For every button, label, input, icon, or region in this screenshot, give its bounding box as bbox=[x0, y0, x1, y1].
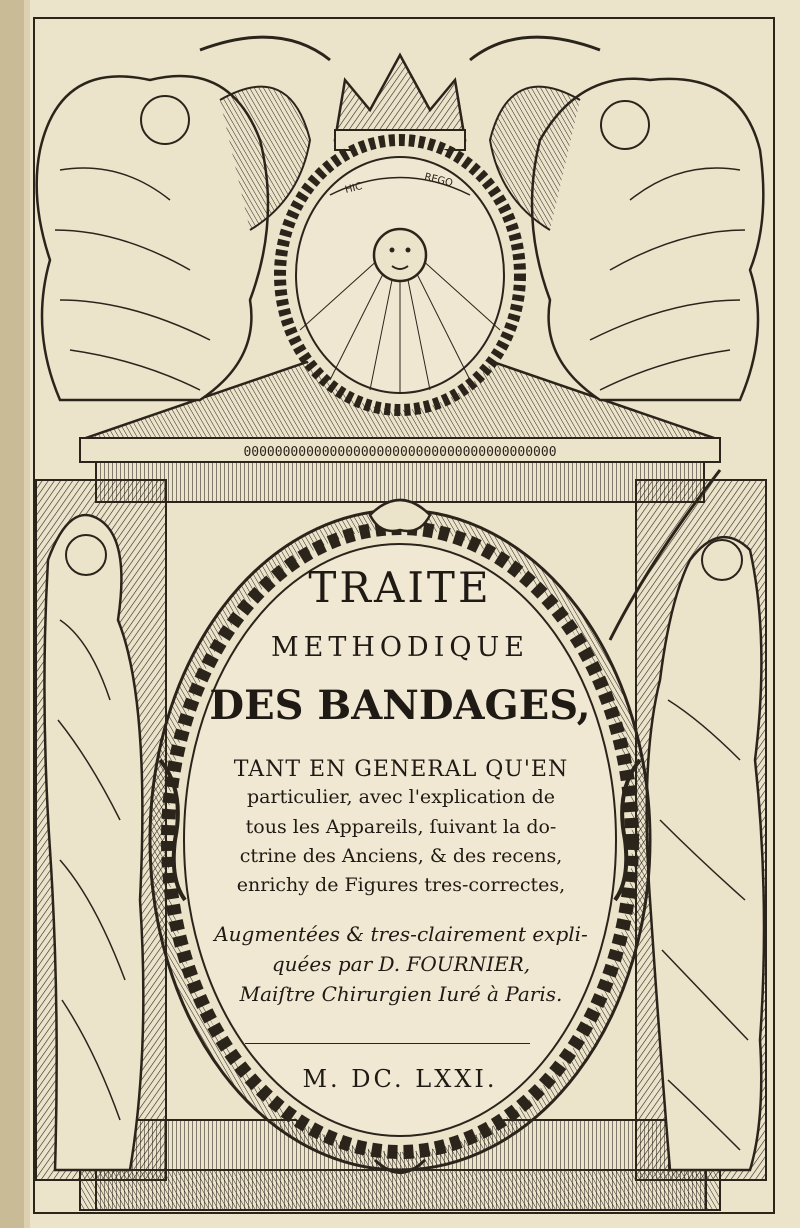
right-winged-figure bbox=[490, 79, 763, 400]
book-title: TRAITE bbox=[308, 563, 492, 612]
author-line: Augmentées & tres-clairement expli- bbox=[214, 922, 588, 946]
author-line: quées par D. FOURNIER, bbox=[271, 952, 531, 976]
binding-shadow bbox=[0, 0, 24, 1228]
book-subtitle: METHODIQUE bbox=[271, 632, 529, 663]
frieze-ornament: 0000000000000000000000000000000000000000 bbox=[243, 445, 557, 460]
sun-medallion bbox=[280, 140, 520, 410]
horizontal-rule bbox=[245, 1043, 530, 1044]
body-line: enrichy de Figures tres-correctes, bbox=[236, 874, 566, 896]
medallion-motto-left: HIC bbox=[343, 181, 364, 196]
medallion-motto-right: REGO bbox=[423, 171, 454, 190]
publication-date: M. DC. LXXI. bbox=[302, 1065, 498, 1093]
left-pillar bbox=[36, 480, 166, 1180]
left-winged-figure bbox=[37, 76, 310, 400]
author-line: Maiſtre Chirurgien Iuré à Paris. bbox=[239, 982, 563, 1006]
book-main-title: DES BANDAGES, bbox=[209, 682, 591, 729]
body-line: particulier, avec l'explication de bbox=[247, 786, 555, 808]
body-line: tous les Appareils, ſuivant la do- bbox=[245, 816, 557, 838]
body-line: ctrine des Anciens, & des recens, bbox=[239, 845, 563, 867]
sun-face bbox=[374, 229, 426, 281]
intro-line: TANT EN GENERAL QU'EN bbox=[233, 757, 569, 782]
